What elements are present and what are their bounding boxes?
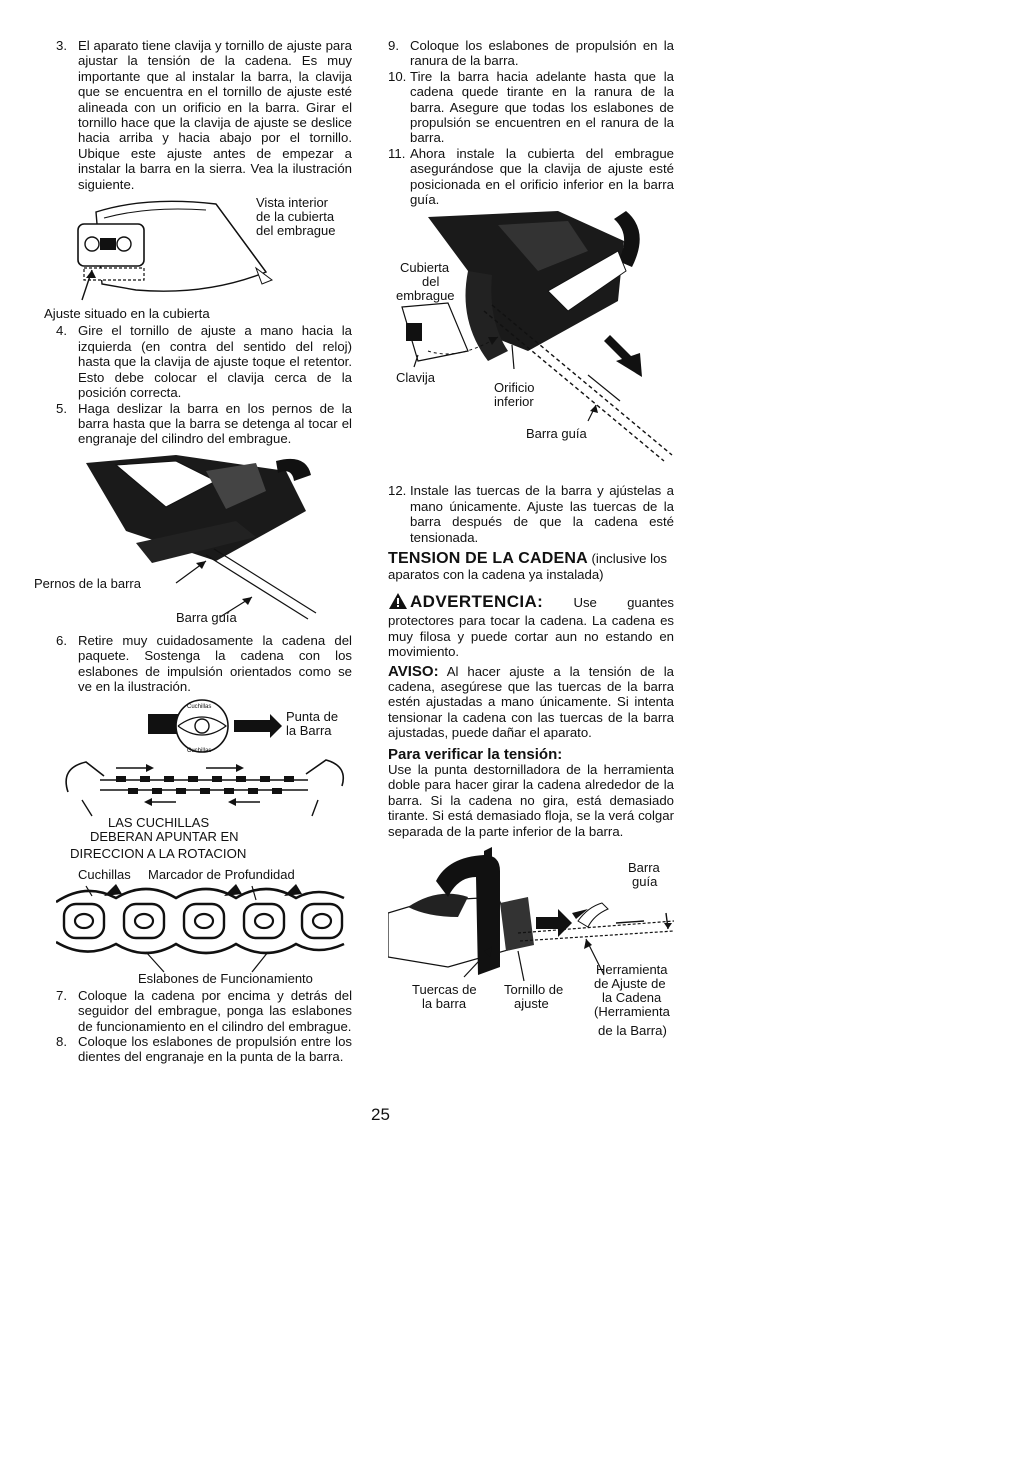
label-tool-5: de la Barra) [598, 1023, 667, 1038]
notice-title: AVISO: [388, 662, 439, 680]
label-guide-bar: Barra guía [526, 426, 587, 442]
label-tool-3: la Cadena [602, 990, 662, 1005]
label-lower-hole-1: Orificio [494, 380, 535, 396]
step-8 [56, 1034, 352, 1065]
label-bar-bolts: Pernos de la barra [34, 575, 141, 591]
step-4 [56, 323, 352, 400]
page-number: 25 [371, 1105, 390, 1124]
step-text: Coloque los eslabones de propulsión en la ranura de la barra. [410, 38, 674, 69]
step-3 [56, 38, 352, 192]
label-clutch-cover-3: embrague [396, 288, 455, 304]
label-interior-view-3: del embrague [256, 223, 336, 239]
warning-title: ADVERTENCIA: [410, 591, 544, 611]
step-number: 10. [388, 68, 407, 84]
check-tension-text: Use la punta destornilladora de la herramienta doble para hacer girar la cadena alrededor de la barra. Si la cadena no gira, está demasiado tirante. Si está demasiado floja, se la verá colgar separada de la parte inferior de la barra. [388, 761, 674, 839]
label-cutters-caps: LAS CUCHILLAS [108, 815, 210, 831]
step-11 [388, 146, 674, 208]
step-number: 12. [388, 483, 407, 499]
label-bar-tip-2: la Barra [286, 723, 332, 739]
label-depth-gauge: Marcador de Profundidad [148, 866, 295, 882]
label-direction-rotation: DIRECCION A LA ROTACION [70, 846, 247, 862]
label-tool-1: Herramienta [596, 962, 668, 977]
label-guide-bar: Barra guía [176, 609, 237, 625]
label-clutch-cover-2: del [422, 274, 440, 290]
step-text: Instale las tuercas de la barra y ajústelas a mano únicamente. Ajuste las tuercas de la barra después de que la cadena esté tensionada. [410, 483, 674, 545]
label-drive-links: Eslabones de Funcionamiento [138, 970, 313, 986]
step-text: Haga deslizar la barra en los pernos de la barra hasta que la barra se detenga al tocar el engranaje del cilindro del embrague. [78, 400, 352, 447]
warning-block [388, 592, 674, 660]
right-column [388, 38, 674, 1038]
figure-bar-on-bolts [34, 451, 352, 629]
label-adjust-screw-2: ajuste [514, 996, 549, 1011]
figure-clutch-cover-interior [56, 194, 352, 306]
step-10 [388, 69, 674, 146]
step-5 [56, 401, 352, 447]
label-pin: Clavija [396, 370, 436, 386]
label-guide-bar-1: Barra [628, 860, 660, 875]
label-must-point: DEBERAN APUNTAR EN [90, 829, 239, 845]
step-text: Retire muy cuidadosamente la cadena del paquete. Sostenga la cadena con los eslabones de impulsión orientados como se ve en la ilustración. [78, 632, 352, 694]
figure-clutch-cover-install [388, 211, 674, 479]
notice-block [388, 664, 674, 741]
step-text: Tire la barra hacia adelante hasta que la cadena quede tirante en la ranura de la barra. Asegure que todas los eslabones de propulsión se encuentren en el ranura de la barra. [410, 68, 674, 146]
label-interior-view-2: de la cubierta [256, 209, 335, 225]
label-cutters: Cuchillas [78, 866, 131, 882]
step-number: 5. [56, 400, 67, 416]
step-number: 8. [56, 1033, 67, 1049]
label-guide-bar-2: guía [632, 874, 658, 889]
step-number: 3. [56, 38, 67, 53]
figure-chain-orientation [56, 696, 352, 846]
label-bar-nuts-1: Tuercas de [412, 982, 477, 997]
figure-check-tension [388, 847, 674, 1023]
label-bar-nuts-2: la barra [422, 996, 467, 1011]
step-text: Coloque los eslabones de propulsión entre los dientes del engranaje en la punta de la barra. [78, 1033, 352, 1065]
warning-triangle-icon [388, 592, 408, 613]
label-tool-4: (Herramienta [594, 1004, 670, 1019]
figure-caption-adjust-cover: Ajuste situado en la cubierta [44, 306, 210, 322]
step-text: El aparato tiene clavija y tornillo de ajuste para ajustar la tensión de la cadena. Es muy importante que al instalar la barra, la clavija que se encuentra en el tornillo de ajuste esté alineada con un orificio en la barra. Girar el tornillo hace que la clavija de ajuste se deslice hacia arriba y hacia abajo por el tornillo. Ubique este ajuste antes de empezar a instalar la barra en la sierra. Vea la ilustración siguiente. [78, 38, 352, 192]
chain-tension-section [388, 551, 674, 582]
step-text: Ahora instale la cubierta del embrague asegurándose que la clavija de ajuste esté posicionada en el orificio inferior en la barra guía. [410, 145, 674, 208]
label-bar-tip-1: Punta de [286, 709, 339, 725]
step-number: 6. [56, 632, 67, 648]
figure-chain-links [56, 866, 352, 986]
chain-links-illustration [56, 872, 352, 984]
step-number: 4. [56, 323, 67, 339]
label-clutch-cover-1: Cubierta [400, 260, 450, 276]
section-heading-chain-tension: TENSION DE LA CADENA [388, 550, 588, 568]
step-9 [388, 38, 674, 69]
notice-text: Al hacer ajuste a la tensión de la cadena, asegúrese que las tuercas de la barra estén ajustadas a mano únicamente. Si intenta tensionar la cadena con las tuercas de la barra ajustadas, puede dañar el aparato. [388, 663, 675, 741]
step-text: Gire el tornillo de ajuste a mano hacia la izquierda (en contra del sentido del reloj) hasta que la clavija de ajuste toque el retentor. Esto debe colocar el clavija cerca de la posición correcta. [78, 323, 352, 401]
section-heading-note: (inclusive los aparatos con la cadena ya instalada) [388, 551, 668, 582]
saw-bar-illustration [56, 451, 352, 629]
left-column [34, 38, 352, 1065]
label-interior-view-1: Vista interior [256, 195, 329, 211]
step-text: Coloque la cadena por encima y detrás del seguidor del embrague, ponga las eslabones de funcionamiento en el cilindro del embrague. [78, 987, 352, 1034]
label-lower-hole-2: inferior [494, 394, 534, 410]
subheading-check-tension: Para verificar la tensión: [388, 745, 563, 763]
step-7 [56, 988, 352, 1034]
inset-label-cutters-bottom: Cuchillas [187, 748, 212, 755]
step-6 [56, 633, 352, 695]
step-12 [388, 483, 674, 545]
warning-text: Use guantes protectores para tocar la cadena. La cadena es muy filosa y puede cortar aun no estando en movimiento. [388, 594, 674, 660]
step-number: 11. [388, 145, 406, 161]
step-number: 7. [56, 987, 67, 1003]
inset-label-cutters-top: Cuchillas [187, 704, 212, 711]
label-tool-2: de Ajuste de [594, 976, 666, 991]
label-adjust-screw-1: Tornillo de [504, 982, 564, 997]
step-number: 9. [388, 38, 399, 53]
